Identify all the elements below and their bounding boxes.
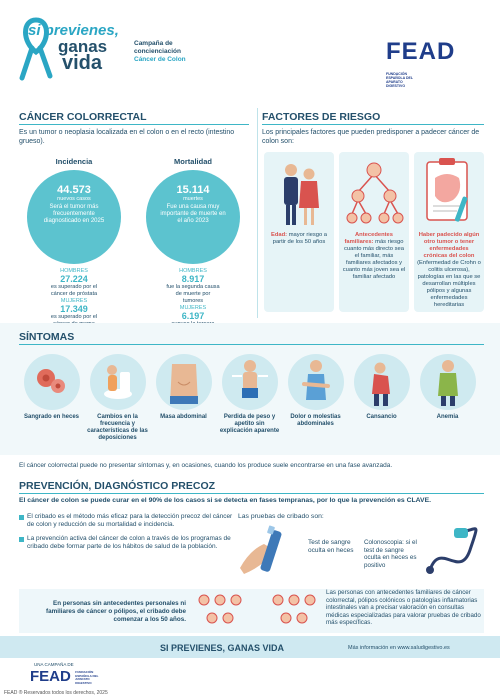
- symptom-bowel-changes: [87, 354, 148, 442]
- risk-description: Los principales factores que pueden predisponer a padecer cáncer de colon son:: [262, 129, 480, 145]
- prevention-title: PREVENCIÓN, DIAGNÓSTICO PRECOZ: [19, 480, 216, 492]
- risk-family-highlight: Antecedentes familiares:: [344, 232, 393, 245]
- symptom-abdominal-mass: [153, 354, 214, 421]
- column-divider: [257, 108, 258, 318]
- symptom-bowel-label: Cambios en la frecuencia y características de las deposiciones: [87, 414, 148, 441]
- logo-line2: ganas: [58, 37, 108, 56]
- campaign-by: UNA CAMPAÑA DE: [34, 662, 74, 667]
- footer-slogan: SI PREVIENES, GANAS VIDA: [160, 643, 285, 653]
- fead-sub: FUNDACIÓN ESPAÑOLA DEL APARATO DIGESTIVO: [386, 72, 413, 88]
- risk-age-text: mayor riesgo a partir de los 50 años: [272, 232, 328, 245]
- symptom-pain-label: Dolor o molestias abdominales: [290, 414, 341, 427]
- mortality-text: Fue una causa muy importante de muerte en el año 2023: [160, 204, 226, 224]
- incidence-bubble: [27, 170, 121, 264]
- campaign-text: [134, 40, 234, 64]
- risk-divider: [262, 124, 484, 125]
- incidence-men: [47, 268, 101, 298]
- logo-line3: vida: [62, 52, 103, 74]
- incidence-number: 44.573: [57, 184, 91, 196]
- anemia-icon: [420, 354, 476, 410]
- symptom-fatigue: [351, 354, 412, 421]
- mortality-column: [138, 157, 248, 342]
- symptom-weight-loss: [219, 354, 280, 435]
- people-group-icon: [192, 590, 248, 632]
- symptom-blood-label: Sangrado en heces: [23, 414, 80, 420]
- mortality-heading: Mortalidad: [174, 157, 212, 166]
- abdominal-pain-icon: [288, 354, 344, 410]
- symptom-weight-label: Perdida de peso y apetito sin explicación aparente: [219, 414, 280, 434]
- stool-test-icon: [236, 522, 304, 580]
- symptom-blood: [21, 354, 82, 421]
- symptoms-note: El cáncer colorrectal puede no presentar síntomas y, en ocasiones, cuando los produce suele encontrarse en una fase avanzada.: [19, 462, 393, 469]
- incidence-men-value: 27.224: [60, 274, 88, 284]
- campaign-logo: [28, 22, 138, 72]
- symptoms-divider: [19, 344, 484, 345]
- prevention-divider: [19, 493, 484, 494]
- campaign-line3: Cáncer de Colon: [134, 56, 186, 63]
- symptom-fatigue-label: Cansancio: [366, 414, 397, 420]
- abdomen-icon: [156, 354, 212, 410]
- symptoms-title: SÍNTOMAS: [19, 331, 75, 343]
- test-colonoscopy-text: Colonoscopia: si el test de sangre oculta en heces es positivo: [364, 539, 417, 569]
- footer-info: Más información en www.saludigestivo.es: [348, 645, 450, 651]
- footer-fead-name: FEAD: [30, 668, 71, 685]
- incidence-men-text: es superado por el cáncer de próstata: [50, 284, 98, 297]
- incidence-unit: nuevos casos: [57, 196, 91, 202]
- risk-title: FACTORES DE RIESGO: [262, 111, 381, 123]
- risk-family-text: más riesgo cuanto más directo sea el familiar, más familiares afectados y cuanto más joven sea el familiar afectado: [342, 239, 406, 280]
- risk-card-family: [339, 152, 409, 312]
- symptom-anemia: [417, 354, 478, 421]
- fead-name: FEAD: [386, 38, 456, 65]
- footer-fead-logo: [30, 668, 101, 686]
- mortality-unit: muertes: [183, 196, 203, 202]
- mortality-bubble: [146, 170, 240, 264]
- colonoscope-icon: [420, 520, 484, 584]
- prevention-bullets: [19, 513, 234, 551]
- screening-heading: Las pruebas de cribado son:: [238, 513, 324, 520]
- with-history-text: Las personas con antecedentes familiares de cáncer colorrectal, pólipos colónicos o patologías inflamatorias intestinales van a precisar valoración en consultas médicas especializadas para valorar pruebas de cribado más específicas.: [326, 589, 481, 626]
- risk-card-age: [264, 152, 334, 312]
- no-history-text: En personas sin antecedentes personales ni familiares de cáncer o pólipos, el cribado debe comenzar a los 50 años.: [46, 600, 186, 623]
- toilet-icon: [90, 354, 146, 410]
- footer-fead-sub: FUNDACIÓN ESPAÑOLA DEL APARATO DIGESTIVO: [75, 670, 99, 685]
- prevention-intro: El cáncer de colon se puede curar en el 90% de los casos si se detecta en fases tempranas, por lo que la prevención es CLAVE.: [19, 497, 432, 504]
- symptom-mass-label: Masa abdominal: [160, 414, 207, 420]
- mortality-number: 15.114: [176, 184, 210, 196]
- elderly-couple-icon: [267, 156, 331, 230]
- incidence-women-label: MUJERES: [60, 298, 88, 304]
- cancer-title: CÁNCER COLORRECTAL: [19, 111, 147, 123]
- risk-disease-highlight: Haber padecido algún otro tumor o tener enfermedades crónicas del colon: [418, 232, 480, 259]
- copyright: FEAD ® Reservados todos los derechos, 2025: [4, 690, 108, 696]
- symptom-anemia-label: Anemia: [436, 414, 459, 420]
- family-group-icon: [266, 590, 322, 632]
- incidence-women-text: es superado por el: [50, 314, 98, 320]
- campaign-line1: Campaña de: [134, 40, 173, 47]
- risk-age-highlight: Edad:: [270, 232, 288, 238]
- mortality-men-value: 8.917: [181, 274, 205, 284]
- incidence-women-value: 17.349: [60, 304, 88, 314]
- mortality-men-text: fue la segunda causa de muerte por tumores: [166, 284, 220, 304]
- mortality-men: [166, 268, 220, 305]
- fead-logo: [386, 38, 482, 88]
- mortality-women-value: 6.197: [181, 311, 205, 321]
- cancer-divider: [19, 124, 249, 125]
- prevention-bullet-2: La prevención activa del cáncer de colon a través de los programas de cribado debe formar parte de los hábitos de salud de la población.: [19, 535, 234, 551]
- prevention-bullet-1: El cribado es el método más eficaz para la detección precoz del cáncer de colon y reducción de su mortalidad e incidencia.: [19, 513, 234, 529]
- header: [0, 0, 500, 92]
- risk-disease-text: (Enfermedad de Crohn o colitis ulcerosa), patologías en las que se desarrollan múltiples pólipos y algunas enfermedades hereditarias: [417, 260, 481, 308]
- mortality-women-label: MUJERES: [179, 305, 207, 311]
- incidence-men-label: HOMBRES: [60, 268, 88, 274]
- cancer-description: Es un tumor o neoplasia localizada en el colon o en el recto (intestino grueso).: [19, 129, 235, 145]
- family-tree-icon: [342, 156, 406, 230]
- test-stool-text: Test de sangre oculta en heces: [308, 539, 354, 554]
- weight-loss-icon: [222, 354, 278, 410]
- risk-card-disease: [414, 152, 484, 312]
- logo-line1: si previenes,: [28, 22, 119, 39]
- mortality-men-label: HOMBRES: [179, 268, 207, 274]
- fatigue-icon: [354, 354, 410, 410]
- symptom-abdominal-pain: [285, 354, 346, 428]
- campaign-line2: concienciación: [134, 48, 181, 55]
- medical-clipboard-icon: [417, 156, 481, 230]
- incidence-text: Será el tumor más frecuentemente diagnosticado en 2025: [43, 204, 105, 224]
- blood-cells-icon: [24, 354, 80, 410]
- incidence-heading: Incidencia: [55, 157, 93, 166]
- incidence-column: [19, 157, 129, 328]
